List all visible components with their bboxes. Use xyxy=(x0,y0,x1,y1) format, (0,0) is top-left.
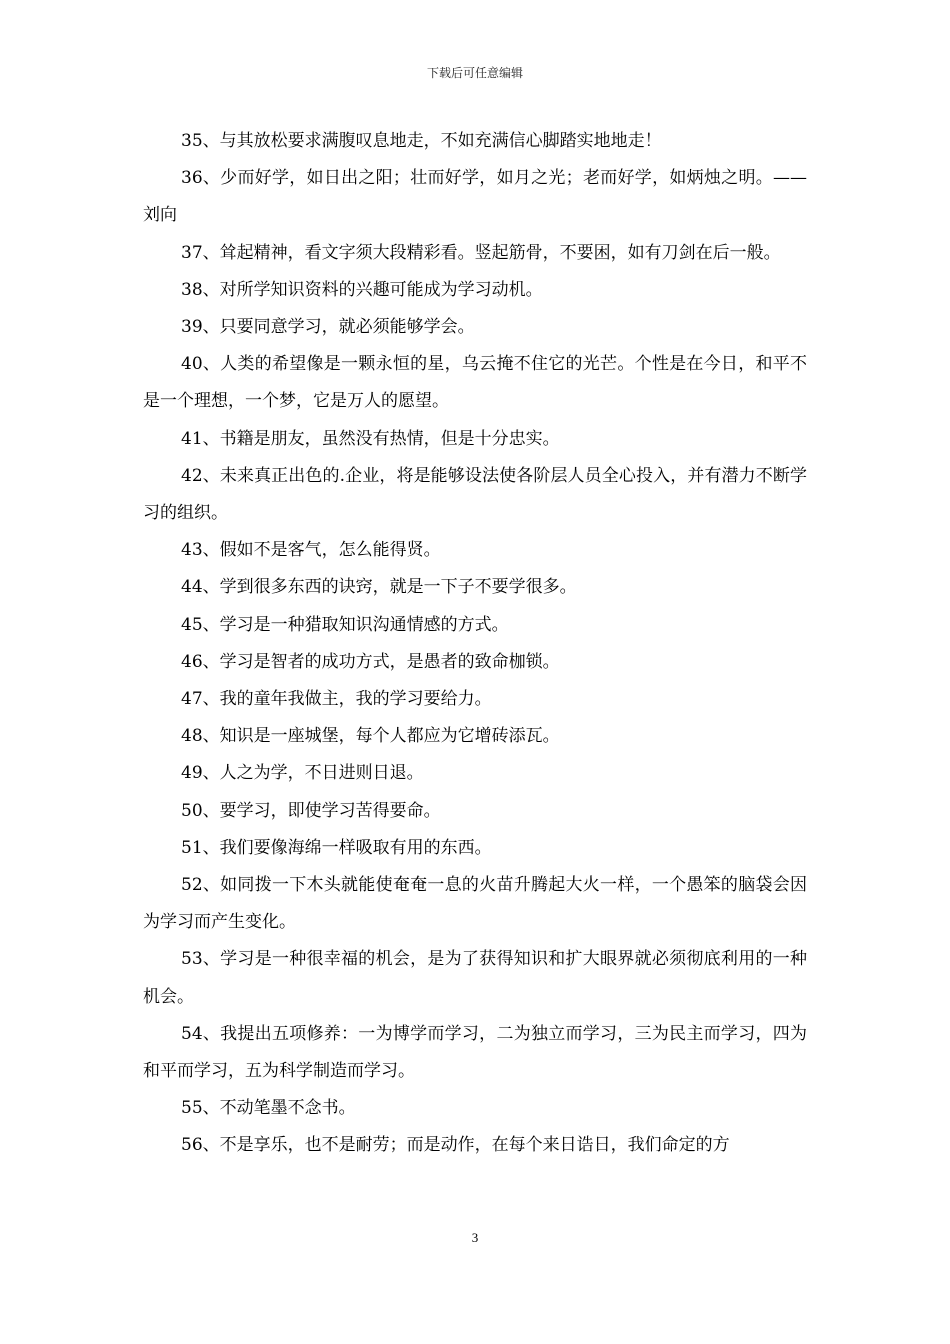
page-header: 下载后可任意编辑 xyxy=(426,66,523,80)
paragraph-44: 44、学到很多东西的诀窍，就是一下子不要学很多。 xyxy=(181,577,577,598)
paragraph-35: 35、与其放松要求满腹叹息地走，不如充满信心脚踏实地地走！ xyxy=(181,131,662,151)
paragraph-38: 38、对所学知识资料的兴趣可能成为学习动机。 xyxy=(181,279,543,300)
paragraph-46: 46、学习是智者的成功方式，是愚者的致命枷锁。 xyxy=(181,651,560,672)
paragraph-43: 43、假如不是客气，怎么能得贤。 xyxy=(181,540,441,561)
paragraph-53: 53、学习是一种很幸福的机会，是为了获得知识和扩大眼界就必须彻底利用的一种机会。 xyxy=(143,949,807,1007)
paragraph-48: 48、知识是一座城堡，每个人都应为它增砖添瓦。 xyxy=(181,726,560,747)
paragraph-42: 42、未来真正出色的.企业，将是能够设法使各阶层人员全心投入，并有潜力不断学习的组织。 xyxy=(143,465,807,524)
paragraph-47: 47、我的童年我做主，我的学习要给力。 xyxy=(181,689,492,710)
paragraph-50: 50、要学习，即使学习苦得要命。 xyxy=(181,800,441,821)
paragraph-40: 40、人类的希望像是一颗永恒的星，乌云掩不住它的光芒。个性是在今日，和平不是一个理想，一个梦，它是万人的愿望。 xyxy=(143,354,807,412)
paragraph-52: 52、如同拨一下木头就能使奄奄一息的火苗升腾起大火一样，一个愚笨的脑袋会因为学习而产生变化。 xyxy=(143,875,807,933)
paragraph-54: 54、我提出五项修养：一为博学而学习，二为独立而学习，三为民主而学习，四为和平而学习，五为科学制造而学习。 xyxy=(143,1023,807,1082)
page-number: 3 xyxy=(471,1230,479,1245)
paragraph-36: 36、少而好学，如日出之阳；壮而好学，如月之光；老而好学，如炳烛之明。——刘向 xyxy=(143,168,807,226)
paragraph-56: 56、不是享乐，也不是耐劳；而是动作，在每个来日诰日，我们命定的方 xyxy=(181,1135,730,1156)
paragraph-51: 51、我们要像海绵一样吸取有用的东西。 xyxy=(181,837,492,858)
paragraph-45: 45、学习是一种猎取知识沟通情感的方式。 xyxy=(181,614,509,635)
paragraph-37: 37、耸起精神，看文字须大段精彩看。竖起筋骨，不要困，如有刀剑在后一般。 xyxy=(181,242,781,263)
paragraph-39: 39、只要同意学习，就必须能够学会。 xyxy=(181,317,475,338)
document-body xyxy=(143,123,807,1165)
paragraph-41: 41、书籍是朋友，虽然没有热情，但是十分忠实。 xyxy=(181,428,560,449)
paragraph-55: 55、不动笔墨不念书。 xyxy=(181,1098,356,1119)
paragraph-49: 49、人之为学，不日进则日退。 xyxy=(181,763,424,784)
